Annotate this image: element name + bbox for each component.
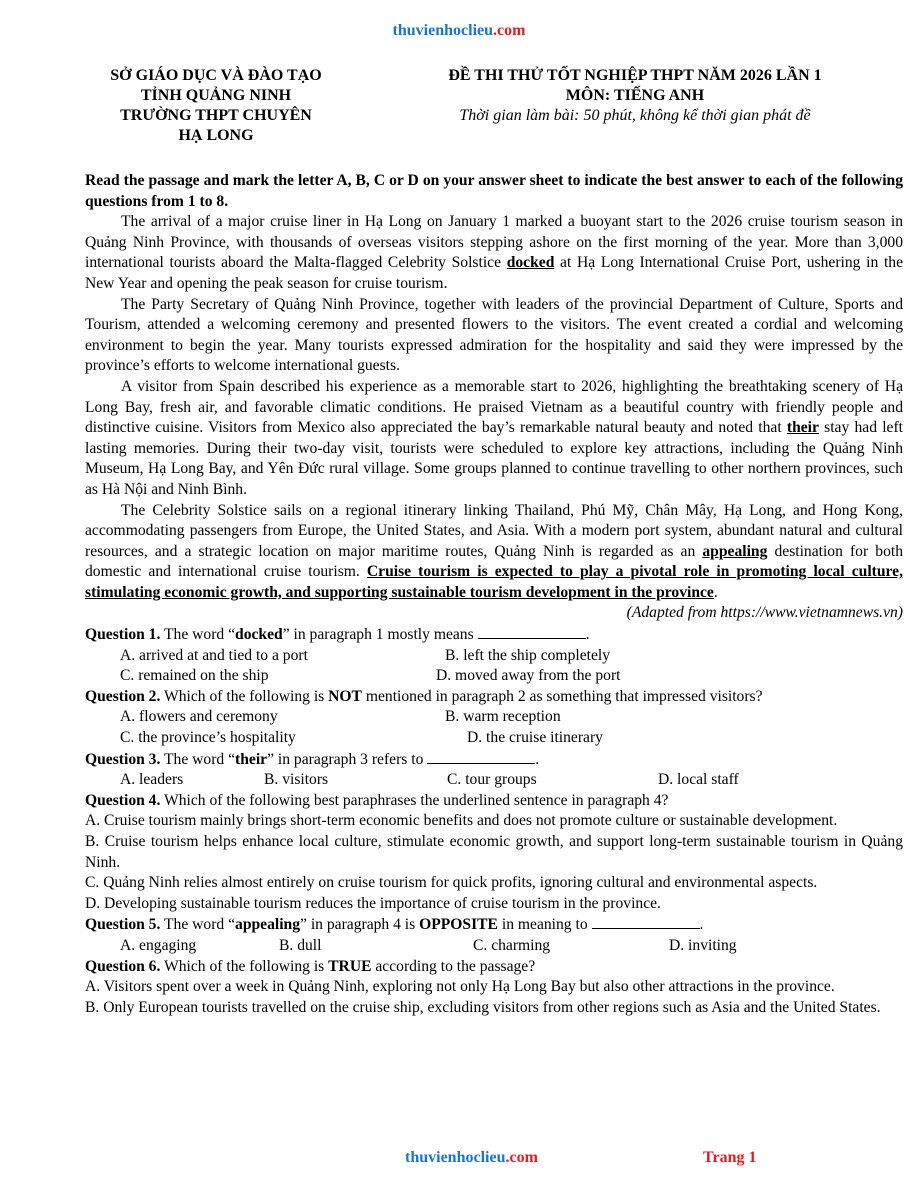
- question-4: Question 4. Which of the following best paraphrases the underlined sentence in paragraph 4?: [85, 791, 669, 809]
- option-d: D. Developing sustainable tourism reduces the importance of cruise tourism in the province.: [85, 894, 661, 912]
- question-3-options: [85, 770, 903, 791]
- question-2-options-row-2: [85, 728, 903, 749]
- option-b: B. Only European tourists travelled on the cruise ship, excluding visitors from other regions such as Asia and the United States.: [85, 998, 881, 1016]
- question-2: Question 2. Which of the following is NOT mentioned in paragraph 2 as something that impressed visitors?: [85, 687, 763, 705]
- option-c: C. charming: [473, 936, 551, 954]
- site-tld: .com: [493, 22, 526, 39]
- question-6: Question 6. Which of the following is TRUE according to the passage?: [85, 957, 536, 975]
- exam-info: [365, 66, 905, 126]
- passage-paragraph-1: The arrival of a major cruise liner in Hạ Long on January 1 marked a buoyant start to the 2026 cruise tourism season in Quảng Ninh Province, with thousands of overseas visitors stepping ashore on the first morning of the year. More than 3,000 international tourists aboard the Malta-flagged Celebrity Solstice docked at Hạ Long International Cruise Port, ushering in the New Year and opening the peak season for cruise tourism.: [85, 213, 903, 292]
- passage-source: (Adapted from https://www.vietnamnews.vn): [626, 604, 903, 622]
- option-d: D. moved away from the port: [436, 667, 621, 685]
- underlined-word-their: their: [786, 419, 819, 437]
- department-line: SỞ GIÁO DỤC VÀ ĐÀO TẠO: [110, 67, 322, 84]
- exam-title: ĐỀ THI THỬ TỐT NGHIỆP THPT NĂM 2026 LẦN 1: [448, 67, 822, 84]
- question-3: Question 3. The word “their” in paragraph 3 refers to .: [85, 750, 540, 768]
- site-header: [0, 22, 918, 40]
- option-c: C. Quảng Ninh relies almost entirely on cruise tourism for quick profits, ignoring cultural and environmental aspects.: [85, 874, 818, 892]
- passage-paragraph-4: The Celebrity Solstice sails on a regional itinerary linking Thailand, Phú Mỹ, Chân Mây, Hạ Long, and Hong Kong, accommodating passengers from Europe, the United States, and Asia. With a modern port system, abundant natural and cultural resources, and a strategic location on major maritime routes, Quảng Ninh is regarded as an appealing destination for both domestic and international cruise tourism. Cruise tourism is expected to play a pivotal role in promoting local culture, stimulating economic growth, and supporting sustainable tourism development in the province.: [85, 501, 903, 601]
- school-line-2: HẠ LONG: [178, 127, 254, 144]
- option-d: D. inviting: [669, 936, 737, 954]
- question-1-options-row-1: [85, 646, 903, 667]
- option-a: A. arrived at and tied to a port: [120, 646, 308, 664]
- option-d: D. local staff: [658, 771, 739, 789]
- school-info: [85, 66, 347, 146]
- option-c: C. tour groups: [447, 771, 537, 789]
- answer-blank: [427, 749, 535, 764]
- site-name: thuvienhoclieu: [392, 22, 494, 39]
- option-d: D. the cruise itinerary: [467, 729, 603, 747]
- page-number: Trang 1: [703, 1149, 757, 1166]
- answer-blank: [592, 914, 700, 929]
- question-1: Question 1. The word “docked” in paragraph 1 mostly means .: [85, 626, 590, 644]
- passage-paragraph-3: A visitor from Spain described his experience as a memorable start to 2026, highlighting the breathtaking scenery of Hạ Long Bay, fresh air, and favorable climatic conditions. He praised Vietnam as a beautiful country with friendly people and distinctive cuisine. Visitors from Mexico also appreciated the bay’s remarkable natural beauty and noted that their stay had left lasting memories. During their two-day visit, tourists were scheduled to explore key attractions, including the Quảng Ninh Museum, Hạ Long Bay, and Yên Đức rural village. Some groups planned to continue travelling to other northern provinces, such as Hà Nội and Ninh Bình.: [85, 377, 904, 498]
- option-b: B. dull: [279, 936, 322, 954]
- option-b: B. Cruise tourism helps enhance local culture, stimulate economic growth, and support long-term sustainable tourism in Quảng Ninh.: [85, 833, 903, 871]
- passage-paragraph-2: The Party Secretary of Quảng Ninh Province, together with leaders of the provincial Department of Culture, Sports and Tourism, attended a welcoming ceremony and presented flowers to the visitors. The event created a cordial and welcoming environment to begin the year. Many tourists expressed admiration for the hospitality and said they were impressed by the province’s efforts to welcome international guests.: [85, 295, 903, 375]
- option-a: A. engaging: [120, 936, 197, 954]
- option-b: B. left the ship completely: [445, 646, 610, 664]
- option-c: C. remained on the ship: [120, 667, 269, 685]
- question-1-options-row-2: [85, 666, 903, 687]
- option-a: A. Visitors spent over a week in Quảng Ninh, exploring not only Hạ Long Bay but also other attractions in the province.: [85, 978, 835, 996]
- question-5-options: [85, 936, 903, 957]
- option-a: A. Cruise tourism mainly brings short-term economic benefits and does not promote culture or sustainable development.: [85, 812, 838, 830]
- answer-blank: [478, 624, 586, 639]
- option-b: B. visitors: [264, 771, 329, 789]
- underlined-word-docked: docked: [506, 254, 555, 272]
- option-a: A. flowers and ceremony: [120, 708, 278, 726]
- instruction: Read the passage and mark the letter A, B, C or D on your answer sheet to indicate the best answer to each of the following questions from 1 to 8.: [85, 172, 903, 210]
- option-c: C. the province’s hospitality: [120, 729, 296, 747]
- question-2-options-row-1: [85, 707, 903, 728]
- footer-site: thuvienhoclieu.com: [405, 1149, 538, 1166]
- option-a: A. leaders: [120, 771, 184, 789]
- option-b: B. warm reception: [445, 708, 561, 726]
- underlined-word-appealing: appealing: [702, 542, 768, 560]
- exam-body: [85, 171, 903, 1018]
- question-5: Question 5. The word “appealing” in paragraph 4 is OPPOSITE in meaning to .: [85, 916, 704, 934]
- exam-time: Thời gian làm bài: 50 phút, không kể thời gian phát đề: [459, 107, 811, 124]
- school-line: TRƯỜNG THPT CHUYÊN: [120, 107, 312, 124]
- province-line: TỈNH QUẢNG NINH: [140, 87, 292, 104]
- underlined-sentence: Cruise tourism is expected to play a pivotal role in promoting local culture, stimulating economic growth, and supporting sustainable tourism development in the province: [85, 563, 903, 601]
- exam-subject: MÔN: TIẾNG ANH: [565, 87, 705, 104]
